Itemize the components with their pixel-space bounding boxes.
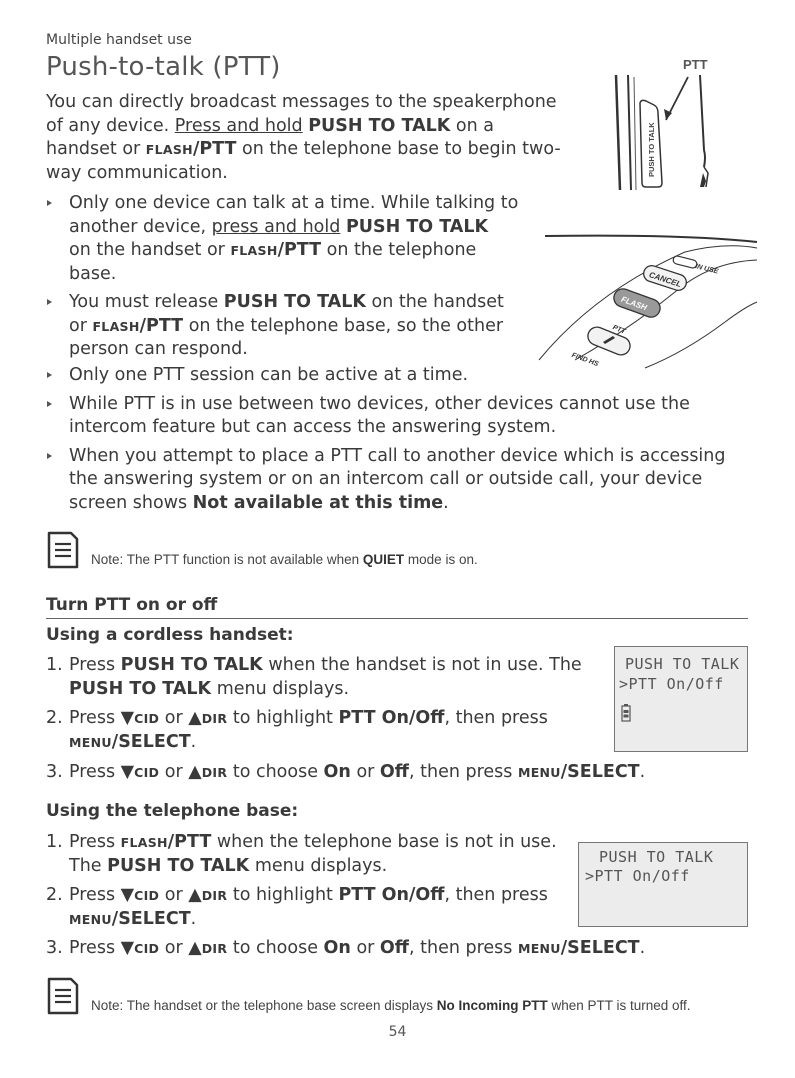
- bullet-text: .: [443, 492, 449, 513]
- base-heading: Using the telephone base:: [46, 801, 299, 821]
- intro-paragraph: [46, 91, 566, 185]
- bullet-text: When you attempt to place a PTT call to another device which is accessing the answering system or on an intercom call or outside call, your device screen shows: [69, 445, 726, 513]
- bullet-text: Only one device can talk at a time. While talking to another device,: [69, 193, 519, 237]
- up-arrow-icon: ▲: [188, 762, 202, 782]
- bullet-text: Only one PTT session can be active at a time.: [69, 365, 469, 385]
- step-text: .: [639, 938, 646, 958]
- ptt-callout-label: PTT: [683, 57, 708, 72]
- step-text: when the telephone base is not in use. The: [69, 832, 557, 876]
- step-text: to highlight: [227, 885, 339, 905]
- push-to-talk-key: PUSH TO TALK: [223, 292, 366, 312]
- base-buttons-illustration: [535, 232, 760, 370]
- lcd-line-2: >PTT On/Off: [585, 867, 690, 885]
- note-text: Note: The PTT function is not available when: [91, 552, 363, 567]
- push-to-talk-key: PUSH TO TALK: [107, 855, 250, 876]
- dir-key: DIR: [201, 941, 228, 956]
- bullet-text: While PTT is in use between two devices, other devices cannot use the intercom feature but can access the answering system.: [69, 393, 690, 437]
- note-no-incoming-ptt: [91, 998, 691, 1013]
- bullet-text: on the telephone base.: [69, 240, 477, 284]
- cordless-heading: Using a cordless handset:: [46, 625, 294, 645]
- note-quiet-mode: [91, 552, 478, 567]
- step-text: to highlight: [227, 708, 339, 728]
- no-incoming-ptt-message: No Incoming PTT: [436, 998, 548, 1013]
- base-steps: [46, 831, 576, 937]
- ptt-bullet-list-bottom: [46, 364, 748, 520]
- step-text: Press: [69, 708, 121, 728]
- bullet-item: [46, 445, 748, 516]
- bullet-marker-icon: [47, 453, 52, 459]
- ptt-key: /PTT: [192, 139, 237, 159]
- bullet-item: [46, 291, 526, 362]
- off-option: Off: [379, 938, 409, 958]
- push-to-talk-key: PUSH TO TALK: [69, 678, 212, 699]
- menu-key: MENU: [69, 734, 112, 750]
- bullet-item: [46, 393, 748, 440]
- step-text: Press: [69, 655, 121, 675]
- down-arrow-icon: ▼: [120, 885, 135, 905]
- step-text: Press: [69, 938, 121, 958]
- step-text: to choose: [227, 938, 324, 958]
- turn-ptt-heading: Turn PTT on or off: [46, 595, 748, 619]
- step-item: [46, 884, 576, 931]
- down-arrow-icon: ▼: [120, 762, 135, 782]
- step-number: 3.: [46, 762, 63, 782]
- menu-key: MENU: [517, 765, 561, 780]
- up-arrow-icon: ▲: [188, 938, 202, 958]
- flash-key: FLASH: [92, 318, 140, 334]
- intro-text: on a handset or: [46, 115, 495, 159]
- step-text: , then press: [444, 885, 548, 905]
- note-text: mode is on.: [404, 552, 478, 567]
- dir-key: DIR: [201, 711, 228, 726]
- cordless-steps: [46, 654, 601, 760]
- bullet-marker-icon: [47, 200, 52, 206]
- lcd-line-2: >PTT On/Off: [619, 675, 724, 693]
- handset-ptt-illustration: [600, 55, 730, 195]
- cid-key: CID: [134, 711, 160, 726]
- note-icon: [46, 976, 80, 1016]
- step-number: 1.: [46, 832, 63, 852]
- step-text: , then press: [408, 938, 518, 958]
- select-key: /SELECT: [560, 938, 640, 958]
- intro-text: on the telephone base to begin two-way communication.: [46, 139, 561, 183]
- step-item: [46, 707, 601, 754]
- push-to-talk-key: PUSH TO TALK: [345, 216, 489, 237]
- step-number: 1.: [46, 655, 63, 675]
- step-text: to choose: [227, 762, 324, 782]
- on-option: On: [323, 938, 351, 958]
- find-hs-label: FIND HS: [570, 351, 600, 369]
- cancel-label: CANCEL: [647, 270, 683, 290]
- on-option: On: [323, 762, 351, 782]
- bullet-text: on the telephone base, so the other person can respond.: [69, 315, 504, 359]
- step-text: or: [159, 762, 189, 782]
- in-use-label: IN USE: [694, 263, 719, 276]
- push-to-talk-key: PUSH TO TALK: [308, 115, 451, 136]
- bullet-marker-icon: [47, 401, 52, 407]
- not-available-message: Not available at this time: [192, 492, 444, 513]
- bullet-item: [46, 364, 748, 388]
- base-step-3: [46, 937, 748, 961]
- ptt-key: /PTT: [277, 240, 322, 260]
- off-option: Off: [379, 762, 409, 782]
- step-text: when the handset is not in use. The: [262, 655, 582, 675]
- step-text: Press: [69, 762, 121, 782]
- step-text: , then press: [444, 708, 548, 728]
- note-icon: [46, 530, 80, 570]
- bullet-text: on the handset or: [69, 240, 231, 260]
- note-text: when PTT is turned off.: [547, 998, 691, 1013]
- ptt-label: PTT: [611, 324, 627, 336]
- step-number: 2.: [46, 708, 63, 728]
- lcd-line-1: PUSH TO TALK: [599, 848, 714, 866]
- step-text: Press: [69, 885, 121, 905]
- page-title: Push-to-talk (PTT): [46, 52, 281, 82]
- step-text: .: [639, 762, 646, 782]
- select-key: /SELECT: [111, 731, 191, 752]
- section-label: Multiple handset use: [46, 32, 192, 48]
- ptt-on-off-option: PTT On/Off: [338, 708, 445, 728]
- quiet-keyword: QUIET: [362, 552, 405, 567]
- handset-lcd-screen: [614, 646, 748, 752]
- dir-key: DIR: [201, 765, 228, 780]
- lcd-line-1: PUSH TO TALK: [625, 655, 740, 673]
- cid-key: CID: [134, 941, 160, 956]
- cid-key: CID: [134, 888, 160, 903]
- flash-key: FLASH: [145, 142, 193, 157]
- step-text: or: [159, 708, 189, 728]
- bullet-item: [46, 192, 526, 286]
- note-text: Note: The handset or the telephone base screen displays: [91, 998, 437, 1013]
- cid-key: CID: [134, 765, 160, 780]
- step-text: menu displays.: [249, 855, 388, 876]
- ptt-bullet-list-top: [46, 192, 526, 367]
- flash-label: FLASH: [619, 294, 649, 313]
- step-text: Press: [69, 832, 121, 852]
- step-text: .: [190, 731, 197, 752]
- up-arrow-icon: ▲: [188, 885, 202, 905]
- ptt-key: /PTT: [139, 315, 184, 336]
- bullet-text: You must release: [69, 292, 224, 312]
- step-text: .: [190, 908, 197, 929]
- step-text: menu displays.: [211, 678, 350, 699]
- bullet-marker-icon: [47, 372, 52, 378]
- down-arrow-icon: ▼: [120, 708, 135, 728]
- down-arrow-icon: ▼: [120, 938, 135, 958]
- bullet-marker-icon: [47, 299, 52, 305]
- dir-key: DIR: [201, 888, 228, 903]
- flash-key: FLASH: [230, 243, 278, 258]
- battery-icon: [621, 704, 631, 722]
- page-number: 54: [388, 1024, 407, 1040]
- menu-key: MENU: [69, 911, 112, 927]
- step-number: 2.: [46, 885, 63, 905]
- ptt-on-off-option: PTT On/Off: [338, 885, 445, 905]
- bullet-text: on the handset or: [69, 292, 504, 336]
- intro-underline: Press and hold: [174, 115, 303, 136]
- intro-text: You can directly broadcast messages to the speakerphone of any device.: [46, 92, 557, 136]
- step-text: or: [350, 762, 380, 782]
- step-text: , then press: [408, 762, 518, 782]
- step-item: [46, 831, 576, 878]
- base-lcd-screen: [578, 842, 748, 927]
- step-item: [46, 654, 601, 701]
- ptt-key: /PTT: [167, 832, 212, 852]
- push-to-talk-side-label: PUSH TO TALK: [647, 122, 656, 177]
- step-text: or: [159, 885, 189, 905]
- bullet-underline: press and hold: [211, 216, 341, 237]
- select-key: /SELECT: [560, 762, 640, 782]
- flash-key: FLASH: [120, 835, 168, 850]
- step-number: 3.: [46, 938, 63, 958]
- step-text: or: [350, 938, 380, 958]
- menu-key: MENU: [517, 941, 561, 956]
- step-text: or: [159, 938, 189, 958]
- cordless-step-3: [46, 761, 748, 785]
- up-arrow-icon: ▲: [188, 708, 202, 728]
- push-to-talk-key: PUSH TO TALK: [120, 655, 263, 675]
- select-key: /SELECT: [111, 908, 191, 929]
